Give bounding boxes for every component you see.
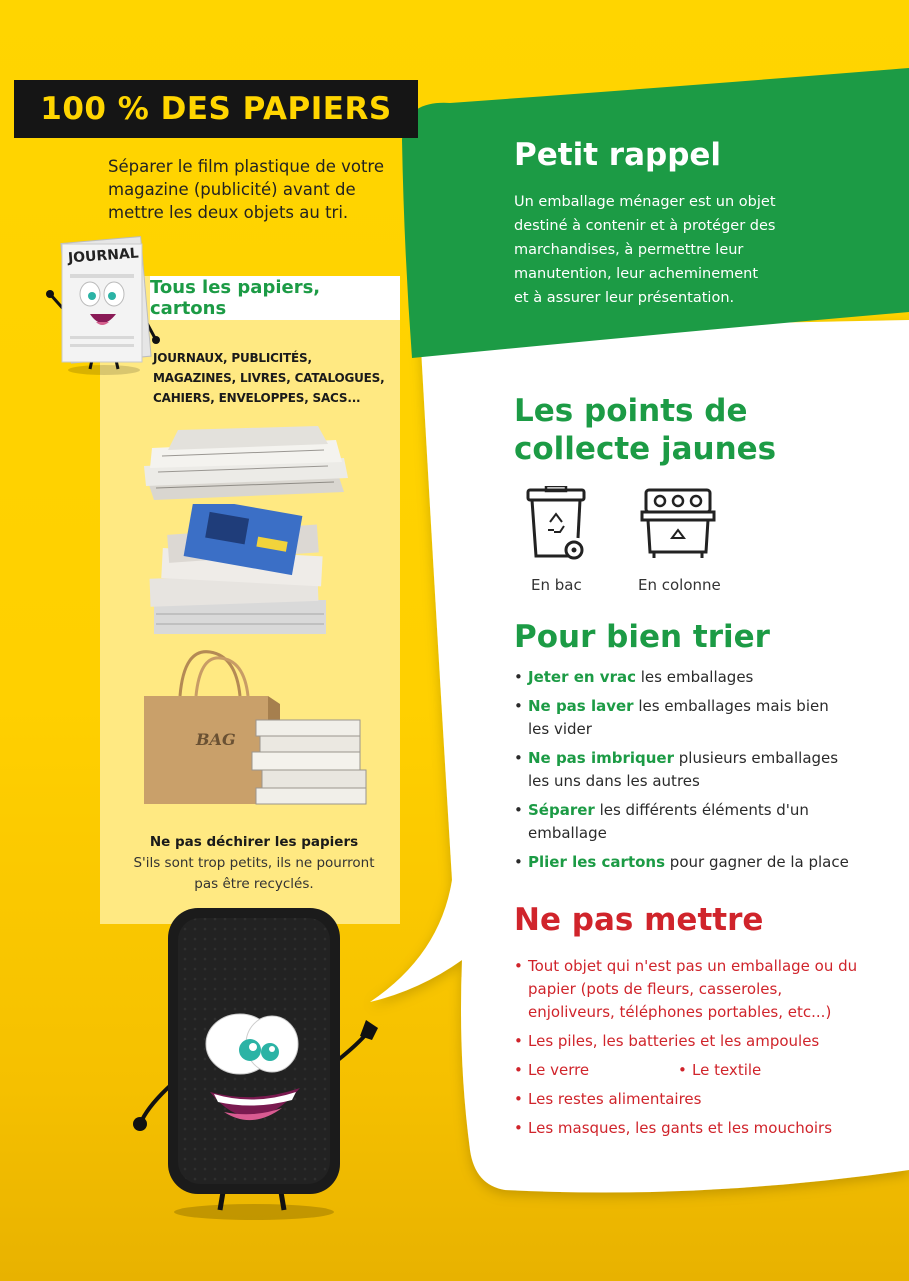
bac-label: En bac [531, 576, 582, 594]
trier-text: plusieurs emballages les uns dans les autres [528, 749, 839, 790]
trier-text: les emballages mais bien les vider [528, 697, 829, 738]
magazine-stack-icon [148, 504, 328, 640]
rappel-text [514, 190, 804, 310]
trier-text: les différents éléments d'un emballage [528, 801, 809, 842]
note-line: pas être recyclés. [194, 876, 314, 892]
newspaper-stack-icon [138, 422, 354, 504]
trier-text: les emballages [635, 668, 754, 686]
list-item [514, 799, 854, 845]
list-item: • Le textile [678, 1061, 762, 1079]
list-item: • Les restes alimentaires [514, 1088, 864, 1111]
trier-text: pour gagner de la place [665, 853, 849, 871]
panel-note [108, 832, 400, 895]
list-item: • Les masques, les gants et les mouchoirs [514, 1117, 864, 1140]
panel-item: CAHIERS, ENVELOPPES, SACS... [153, 391, 361, 405]
trier-emphasis: Séparer [528, 801, 595, 819]
list-item: • Le verre [514, 1061, 590, 1079]
rappel-title: Petit rappel [514, 137, 722, 173]
colonne-label: En colonne [638, 576, 721, 594]
ne-pas-list [514, 955, 864, 1146]
list-item [514, 695, 854, 741]
bag-label: BAG [196, 730, 236, 749]
collecte-title-line: Les points de [514, 393, 748, 429]
trier-emphasis: Plier les cartons [528, 853, 666, 871]
container-icon [640, 488, 716, 560]
list-text: Le verre [528, 1061, 590, 1079]
panel-item: MAGAZINES, LIVRES, CATALOGUES, [153, 371, 385, 385]
trier-emphasis: Ne pas imbriquer [528, 749, 674, 767]
collecte-title [514, 392, 834, 468]
list-item [514, 851, 854, 874]
list-item [514, 666, 854, 689]
note-title: Ne pas déchirer les papiers [149, 834, 359, 850]
collecte-title-line: collecte jaunes [514, 431, 777, 467]
rappel-line: et à assurer leur présentation. [514, 290, 735, 306]
rappel-line: manutention, leur acheminement [514, 266, 759, 282]
list-item: • Les piles, les batteries et les ampoules [514, 1030, 864, 1053]
note-line: S'ils sont trop petits, ils ne pourront [133, 855, 375, 871]
rappel-line: Un emballage ménager est un objet [514, 194, 776, 210]
trier-emphasis: Ne pas laver [528, 697, 634, 715]
tray-mascot-icon [120, 904, 390, 1224]
journal-label: JOURNAL [67, 245, 140, 267]
page-title: 100 % DES PAPIERS [40, 91, 392, 127]
intro-text: Séparer le film plastique de votre magazine (publicité) avant de mettre les deux objets au tri. [108, 157, 385, 222]
bag-and-books-icon [140, 648, 376, 814]
trier-emphasis: Jeter en vrac [528, 668, 636, 686]
title-bar [14, 80, 418, 138]
list-item-pair [514, 1059, 864, 1082]
list-item: • Tout objet qui n'est pas un emballage ou du papier (pots de fleurs, casseroles, enjoliveurs, téléphones portables, etc...) [514, 955, 864, 1024]
panel-items [153, 348, 393, 408]
panel-header [150, 276, 400, 320]
panel-header-text: Tous les papiers, cartons [150, 277, 321, 319]
ne-pas-mettre-title: Ne pas mettre [514, 902, 764, 938]
list-item [514, 747, 854, 793]
bin-icon [524, 486, 588, 562]
rappel-line: marchandises, à permettre leur [514, 242, 744, 258]
trier-title: Pour bien trier [514, 619, 770, 655]
list-text: Le textile [692, 1061, 762, 1079]
rappel-line: destiné à contenir et à protéger des [514, 218, 776, 234]
panel-item: JOURNAUX, PUBLICITÉS, [153, 351, 312, 365]
trier-list [514, 666, 854, 880]
